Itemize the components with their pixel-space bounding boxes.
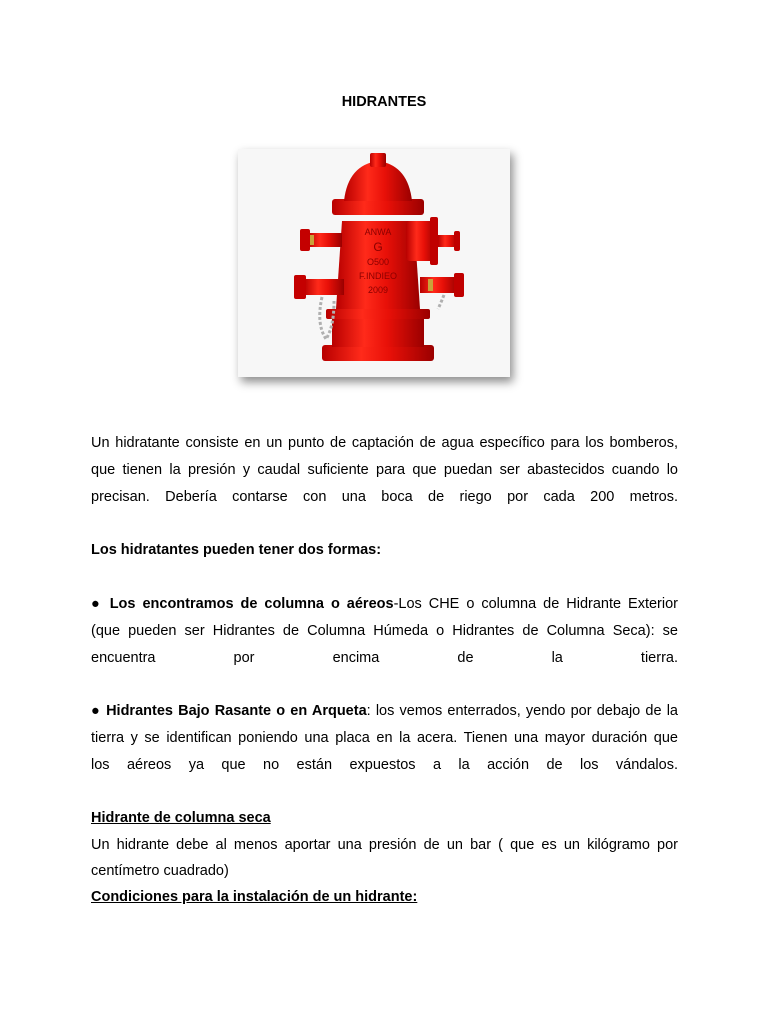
intro-line: precisan. Debería contarse con una boca de riego por cada 200 metros. [91, 489, 678, 505]
bullet-icon: ● [91, 703, 101, 719]
marking-text: ANWA [364, 227, 392, 237]
bullet-bold-text: Hidrantes Bajo Rasante o en Arqueta [106, 703, 367, 719]
marking-text: 2009 [367, 285, 389, 295]
dry-line: centímetro cuadrado) [91, 863, 229, 879]
bullet-line: los aéreos ya que no están expuestos a la acción de los vándalos. [91, 757, 678, 773]
fire-hydrant-photo [238, 149, 510, 377]
intro-line: que tienen la presión y caudal suficiente para que puedan ser abastecidos cuando lo [91, 462, 678, 478]
conditions-heading: Condiciones para la instalación de un hidrante: [91, 889, 418, 905]
bullet-line: encuentra por encima de la tierra. [91, 650, 678, 666]
bullet-text: : los vemos enterrados, yendo por debajo de la [366, 703, 678, 719]
dry-column-paragraph [91, 832, 678, 884]
forms-heading: Los hidratantes pueden tener dos formas: [91, 542, 382, 558]
dry-line: Un hidrante debe al menos aportar una presión de un bar ( que es un kilógramo por [91, 837, 678, 853]
bullet-line: (que pueden ser Hidrantes de Columna Húmeda o Hidrantes de Columna Seca): se [91, 623, 678, 639]
intro-line: Un hidratante consiste en un punto de captación de agua específico para los bomberos, [91, 435, 678, 451]
fire-hydrant-icon [238, 149, 510, 377]
bullet-text: -Los CHE o columna de Hidrante Exterior [393, 596, 678, 612]
marking-text: F.INDIEO [358, 271, 398, 281]
bullet-item-bajo-rasante [91, 698, 678, 779]
bullet-icon: ● [91, 596, 103, 612]
intro-paragraph [91, 430, 678, 511]
marking-text: G [373, 240, 383, 254]
bullet-line [91, 698, 678, 725]
bullet-item-aereos [91, 591, 678, 672]
bullet-line [91, 591, 678, 618]
marking-text: O500 [366, 257, 390, 267]
bullet-bold-text: Los encontramos de columna o aéreos [109, 596, 394, 612]
bullet-line: tierra y se identifican poniendo una placa en la acera. Tienen una mayor duración que [91, 730, 678, 746]
dry-column-heading: Hidrante de columna seca [91, 810, 271, 826]
page-title: HIDRANTES [341, 94, 427, 110]
